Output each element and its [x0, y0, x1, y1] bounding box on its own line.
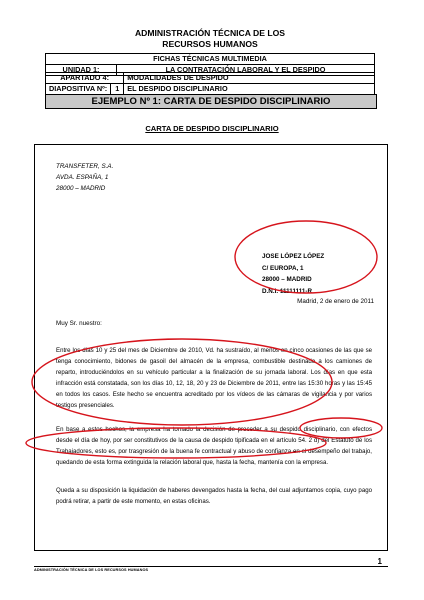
document-title: [45, 28, 375, 50]
recipient-address: [262, 251, 324, 297]
apartado-value: MODALIDADES DE DESPIDO: [124, 73, 375, 84]
sender-line: TRANSFETER, S.A.: [56, 163, 114, 170]
letter-heading: CARTA DE DESPIDO DISCIPLINARIO: [145, 124, 279, 133]
footer-text: ADMINISTRACIÓN TÉCNICA DE LOS RECURSOS HUMANOS: [34, 568, 149, 572]
diapositiva-label: DIAPOSITIVA Nº:: [46, 84, 111, 95]
recipient-line: 28000 – MADRID: [262, 276, 312, 283]
footer-divider: [34, 566, 388, 567]
recipient-line: D.N.I. 11111111-R: [262, 287, 313, 295]
sender-line: AVDA. ESPAÑA, 1: [56, 174, 109, 181]
page-number: 1: [377, 557, 382, 566]
apartado-label: APARTADO 4:: [46, 73, 124, 84]
recipient-line: JOSE LÓPEZ LÓPEZ: [262, 253, 325, 260]
letter-date: Madrid, 2 de enero de 2011: [297, 298, 374, 305]
paragraph-facts: Entre los días 10 y 25 del mes de Diciembre de 2010, Vd. ha sustraído, al menos en cinco ocasiones de las que se tenga conocimiento, bidones de gasoil del almacén de la empresa, combustible destinado a los camiones de reparto, introduciéndolos en su vehículo particular a la finalización de su jornada laboral. Los días en que esta infracción está constatada, son los días 10, 12, 18, 20 y 23 de Diciembre de 2011, entre las 15:30 horas y las 15:45 en todos los casos. Este hecho se encuentra acreditado por los vídeos de las cámaras de vigilancia y por varios testigos presenciales.: [56, 347, 372, 409]
sender-address: [56, 161, 113, 194]
diapositiva-value: EL DESPIDO DISCIPLINARIO: [124, 84, 375, 95]
unidad-label: UNIDAD 1:: [46, 65, 117, 76]
diapositiva-number: 1: [111, 84, 124, 95]
fichas-label: FICHAS TÉCNICAS MULTIMEDIA: [46, 54, 375, 65]
example-banner: EJEMPLO Nº 1: CARTA DE DESPIDO DISCIPLINARIO: [45, 94, 377, 109]
title-line-1: ADMINISTRACIÓN TÉCNICA DE LOS: [134, 28, 286, 38]
recipient-line: C/ EUROPA, 1: [262, 264, 304, 272]
title-line-2: RECURSOS HUMANOS: [162, 39, 258, 49]
info-table-bottom: [45, 72, 375, 95]
sender-line: 28000 – MADRID: [56, 185, 106, 192]
letter-greeting: Muy Sr. nuestro:: [56, 320, 102, 327]
paragraph-settlement: Queda a su disposición la liquidación de haberes devengados hasta la fecha, del cual adjuntamos copia, cuyo pago podrá retirar, a partir de este momento, en estas oficinas.: [56, 487, 372, 505]
paragraph-decision: En base a estos hechos, la empresa ha tomado la decisión de proceder a su despido disciplinario, con efectos desde el día de hoy, por ser constitutivos de la causa de despido tipificada en el artículo 54. 2 d) del Estatuto de los Trabajadores, esto es, por trasgresión de la buena fe contractual y abuso de confianza en el desempeño del trabajo, quedando de esta forma extinguida la relación laboral que, hasta la fecha, mantenía con la empresa.: [56, 426, 372, 466]
unidad-value: LA CONTRATACIÓN LABORAL Y EL DESPIDO: [117, 65, 375, 76]
